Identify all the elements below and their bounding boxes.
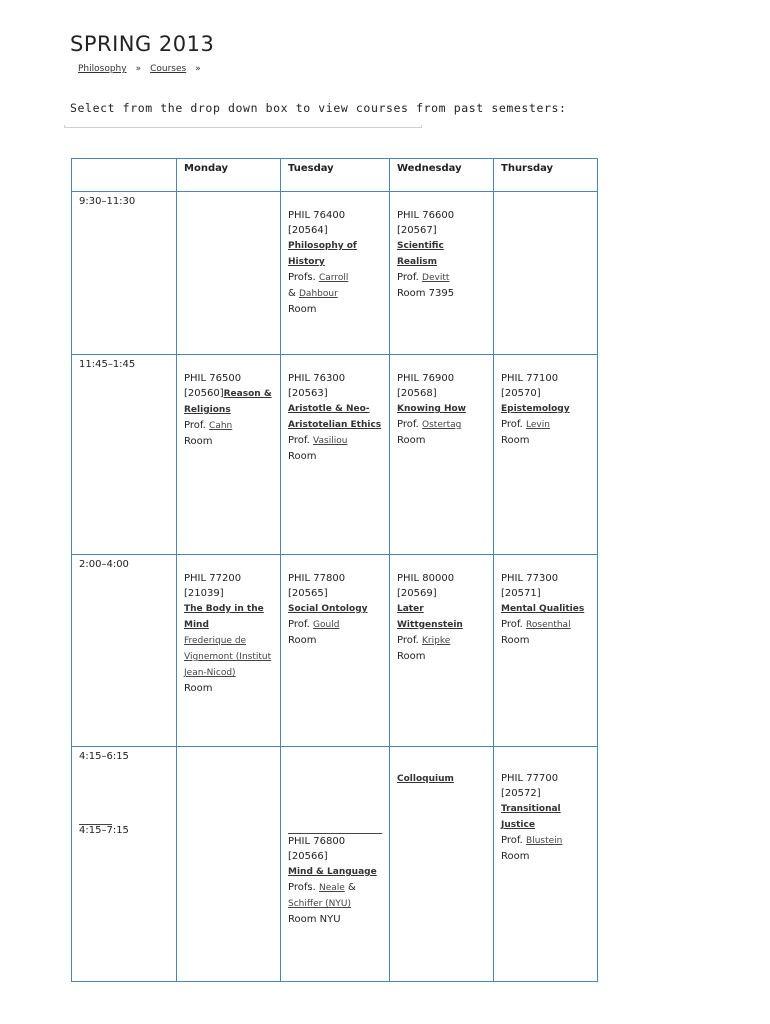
course-cell xyxy=(281,555,390,747)
prof-prefix: Prof. xyxy=(184,420,206,431)
prof-prefix: Prof. xyxy=(501,619,523,630)
course-cell xyxy=(281,355,390,555)
course-title-link[interactable]: Reason & Religions xyxy=(184,389,272,415)
course-code: PHIL 77700 xyxy=(501,773,559,784)
room-text: Room xyxy=(184,683,213,694)
course-cell xyxy=(494,747,598,982)
course-crn: [20565] xyxy=(288,588,328,599)
course-title-link[interactable]: Epistemology xyxy=(501,404,570,414)
prof-prefix: Prof. xyxy=(288,619,310,630)
table-row xyxy=(72,355,598,555)
empty-cell xyxy=(177,192,281,355)
breadcrumb-separator: » xyxy=(195,64,201,74)
professor-link[interactable]: Ostertag xyxy=(422,420,462,430)
course-code: PHIL 76300 xyxy=(288,373,346,384)
room-text: Room xyxy=(501,635,530,646)
room-text: Room xyxy=(288,304,317,315)
course-title-link[interactable]: Knowing How xyxy=(397,404,466,414)
course-title-link[interactable]: The Body in the Mind xyxy=(184,604,264,630)
course-crn: [20563] xyxy=(288,388,328,399)
course-code: PHIL 80000 xyxy=(397,573,455,584)
professor-link[interactable]: Gould xyxy=(313,620,340,630)
professor-link[interactable]: Blustein xyxy=(526,836,563,846)
professor-link[interactable]: Devitt xyxy=(422,273,450,283)
prof-prefix: Prof. xyxy=(501,419,523,430)
course-code: PHIL 76500 xyxy=(184,373,242,384)
course-crn: [20566] xyxy=(288,851,328,862)
table-row xyxy=(72,555,598,747)
course-crn: [20570] xyxy=(501,388,541,399)
course-cell xyxy=(494,355,598,555)
time-cell: 9:30–11:30 xyxy=(72,192,177,355)
prof-prefix: Prof. xyxy=(397,272,419,283)
professor-link[interactable]: Kripke xyxy=(422,636,451,646)
professor-link[interactable]: Carroll xyxy=(318,273,349,283)
course-title-link[interactable]: Philosophy of History xyxy=(288,241,357,267)
course-title-link[interactable]: Later Wittgenstein xyxy=(397,604,463,630)
header-monday: Monday xyxy=(177,159,281,192)
course-cell xyxy=(494,555,598,747)
course-code: PHIL 77200 xyxy=(184,573,242,584)
course-cell xyxy=(390,555,494,747)
empty-cell xyxy=(494,192,598,355)
and-text: & xyxy=(288,288,296,299)
table-row xyxy=(72,192,598,355)
room-text: Room xyxy=(288,635,317,646)
course-code: PHIL 76600 xyxy=(397,210,455,221)
prof-prefix: Prof. xyxy=(397,419,419,430)
course-code: PHIL 77100 xyxy=(501,373,559,384)
prof-prefix: Profs. xyxy=(288,882,316,893)
professor-link[interactable]: Rosenthal xyxy=(526,620,571,630)
header-time xyxy=(72,159,177,192)
professor-link[interactable]: Neale xyxy=(318,883,345,893)
header-row xyxy=(72,159,598,192)
course-crn: [20571] xyxy=(501,588,541,599)
course-crn: [20568] xyxy=(397,388,437,399)
and-text: & xyxy=(347,882,356,893)
course-code: PHIL 77800 xyxy=(288,573,346,584)
prof-prefix: Prof. xyxy=(501,835,523,846)
course-code: PHIL 77300 xyxy=(501,573,559,584)
semester-select-label: Select from the drop down box to view courses from past semesters: xyxy=(70,101,567,115)
course-code: PHIL 76900 xyxy=(397,373,455,384)
course-cell xyxy=(390,747,494,982)
semester-select-dropdown[interactable] xyxy=(64,125,422,128)
course-title-link[interactable]: Transitional Justice xyxy=(501,804,561,830)
prof-prefix: Prof. xyxy=(397,635,419,646)
room-text: Room xyxy=(397,435,426,446)
room-text: Room xyxy=(288,451,317,462)
room-text: Room xyxy=(501,435,530,446)
room-text: Room NYU xyxy=(288,914,341,925)
course-crn: [21039] xyxy=(184,588,224,599)
professor-link[interactable]: Cahn xyxy=(209,421,233,431)
time-cell: 4:15–6:15 4:15–7:15 xyxy=(72,747,177,982)
course-title-link[interactable]: Social Ontology xyxy=(288,604,368,614)
time-cell: 2:00–4:00 xyxy=(72,555,177,747)
room-text: Room xyxy=(501,851,530,862)
prof-prefix: Prof. xyxy=(288,435,310,446)
course-crn: [20567] xyxy=(397,225,437,236)
course-code: PHIL 76400 xyxy=(288,210,346,221)
course-title-link[interactable]: Scientific Realism xyxy=(397,241,444,267)
professor-link[interactable]: Dahbour xyxy=(299,289,338,299)
header-thursday: Thursday xyxy=(494,159,598,192)
empty-cell xyxy=(177,747,281,982)
course-cell xyxy=(177,355,281,555)
course-cell xyxy=(177,555,281,747)
professor-link[interactable]: Levin xyxy=(526,420,550,430)
breadcrumb xyxy=(78,64,210,74)
course-title-link[interactable]: Mind & Language xyxy=(288,867,377,877)
course-title-link[interactable]: Aristotle & Neo-Aristotelian Ethics xyxy=(288,404,382,430)
schedule-table xyxy=(71,158,598,982)
table-row xyxy=(72,747,598,982)
course-cell xyxy=(390,192,494,355)
breadcrumb-philosophy-link[interactable]: Philosophy xyxy=(78,64,127,74)
course-title-link[interactable]: Mental Qualities xyxy=(501,604,585,614)
breadcrumb-separator: » xyxy=(135,64,142,74)
room-text: Room xyxy=(184,436,213,447)
course-cell xyxy=(281,747,390,982)
course-crn: [20572] xyxy=(501,788,541,799)
course-code: PHIL 76800 xyxy=(288,836,346,847)
breadcrumb-courses-link[interactable]: Courses xyxy=(150,64,187,74)
course-cell xyxy=(281,192,390,355)
time-cell: 11:45–1:45 xyxy=(72,355,177,555)
header-tuesday: Tuesday xyxy=(281,159,390,192)
header-wednesday: Wednesday xyxy=(390,159,494,192)
course-crn: [20560] xyxy=(184,388,224,399)
room-text: Room xyxy=(397,651,426,662)
page-title: SPRING 2013 xyxy=(70,32,215,56)
course-crn: [20569] xyxy=(397,588,437,599)
colloquium-link[interactable]: Colloquium xyxy=(397,774,454,784)
course-crn: [20564] xyxy=(288,225,328,236)
professor-link[interactable]: Frederique de Vignemont (Institut Jean-Nicod) xyxy=(184,636,272,678)
room-text: Room 7395 xyxy=(397,288,455,299)
prof-prefix: Profs. xyxy=(288,272,316,283)
professor-link[interactable]: Vasiliou xyxy=(313,436,348,446)
professor-link[interactable]: Schiffer (NYU) xyxy=(288,899,352,909)
course-cell xyxy=(390,355,494,555)
